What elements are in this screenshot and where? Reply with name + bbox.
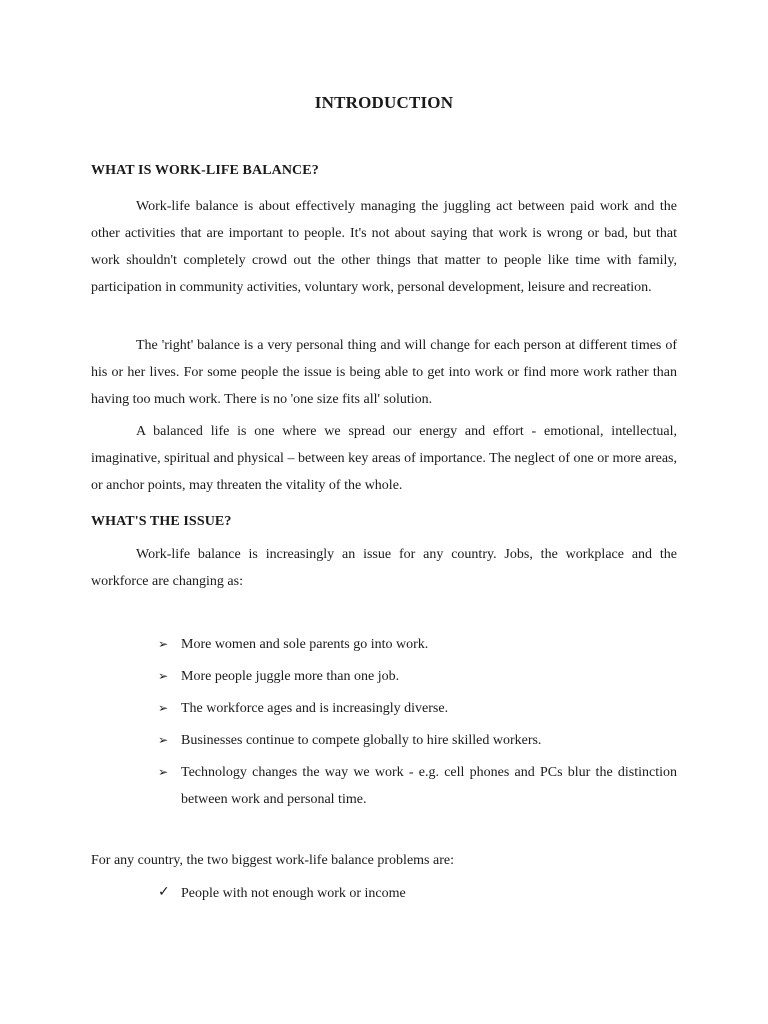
arrow-bullet-icon: ➢ bbox=[158, 701, 169, 715]
list-item-text: Technology changes the way we work - e.g. cell phones and PCs blur the distinction between work and personal time. bbox=[181, 765, 677, 807]
problems-intro: For any country, the two biggest work-life balance problems are: bbox=[91, 853, 454, 868]
list-item-text: The workforce ages and is increasingly diverse. bbox=[181, 701, 449, 716]
check-list-problems bbox=[158, 880, 406, 907]
list-item bbox=[158, 695, 677, 722]
list-item bbox=[158, 631, 677, 658]
checkmark-icon: ✓ bbox=[158, 884, 170, 900]
list-item-text: People with not enough work or income bbox=[181, 886, 406, 901]
section-heading-work-life-balance: WHAT IS WORK-LIFE BALANCE? bbox=[91, 163, 319, 178]
list-item-text: More people juggle more than one job. bbox=[181, 669, 400, 684]
list-item bbox=[158, 880, 406, 907]
document-title: INTRODUCTION bbox=[314, 93, 454, 112]
list-item-text: Businesses continue to compete globally to hire skilled workers. bbox=[181, 733, 542, 748]
arrow-bullet-icon: ➢ bbox=[158, 733, 169, 747]
list-item bbox=[158, 727, 677, 754]
paragraph-issue-intro: Work-life balance is increasingly an issue for any country. Jobs, the workplace and the workforce are changing as: bbox=[91, 547, 677, 589]
list-item-text: More women and sole parents go into work. bbox=[181, 637, 429, 652]
section-heading-issue: WHAT'S THE ISSUE? bbox=[91, 514, 232, 529]
paragraph-right-balance: The 'right' balance is a very personal thing and will change for each person at different times of his or her lives. For some people the issue is being able to get into work or find more work rather than having too much work. There is no 'one size fits all' solution. bbox=[91, 338, 677, 407]
list-item bbox=[158, 663, 677, 690]
bullet-list-changes bbox=[158, 631, 677, 818]
arrow-bullet-icon: ➢ bbox=[158, 637, 169, 651]
paragraph-balanced-life: A balanced life is one where we spread our energy and effort - emotional, intellectual, imaginative, spiritual and physical – between key areas of importance. The neglect of one or more areas, or anchor points, may threaten the vitality of the whole. bbox=[91, 424, 677, 493]
arrow-bullet-icon: ➢ bbox=[158, 669, 169, 683]
paragraph-definition: Work-life balance is about effectively managing the juggling act between paid work and the other activities that are important to people. It's not about saying that work is wrong or bad, but that work shouldn't completely crowd out the other things that matter to people like time with family, participation in community activities, voluntary work, personal development, leisure and recreation. bbox=[91, 199, 677, 295]
list-item bbox=[158, 759, 677, 813]
arrow-bullet-icon: ➢ bbox=[158, 765, 169, 779]
